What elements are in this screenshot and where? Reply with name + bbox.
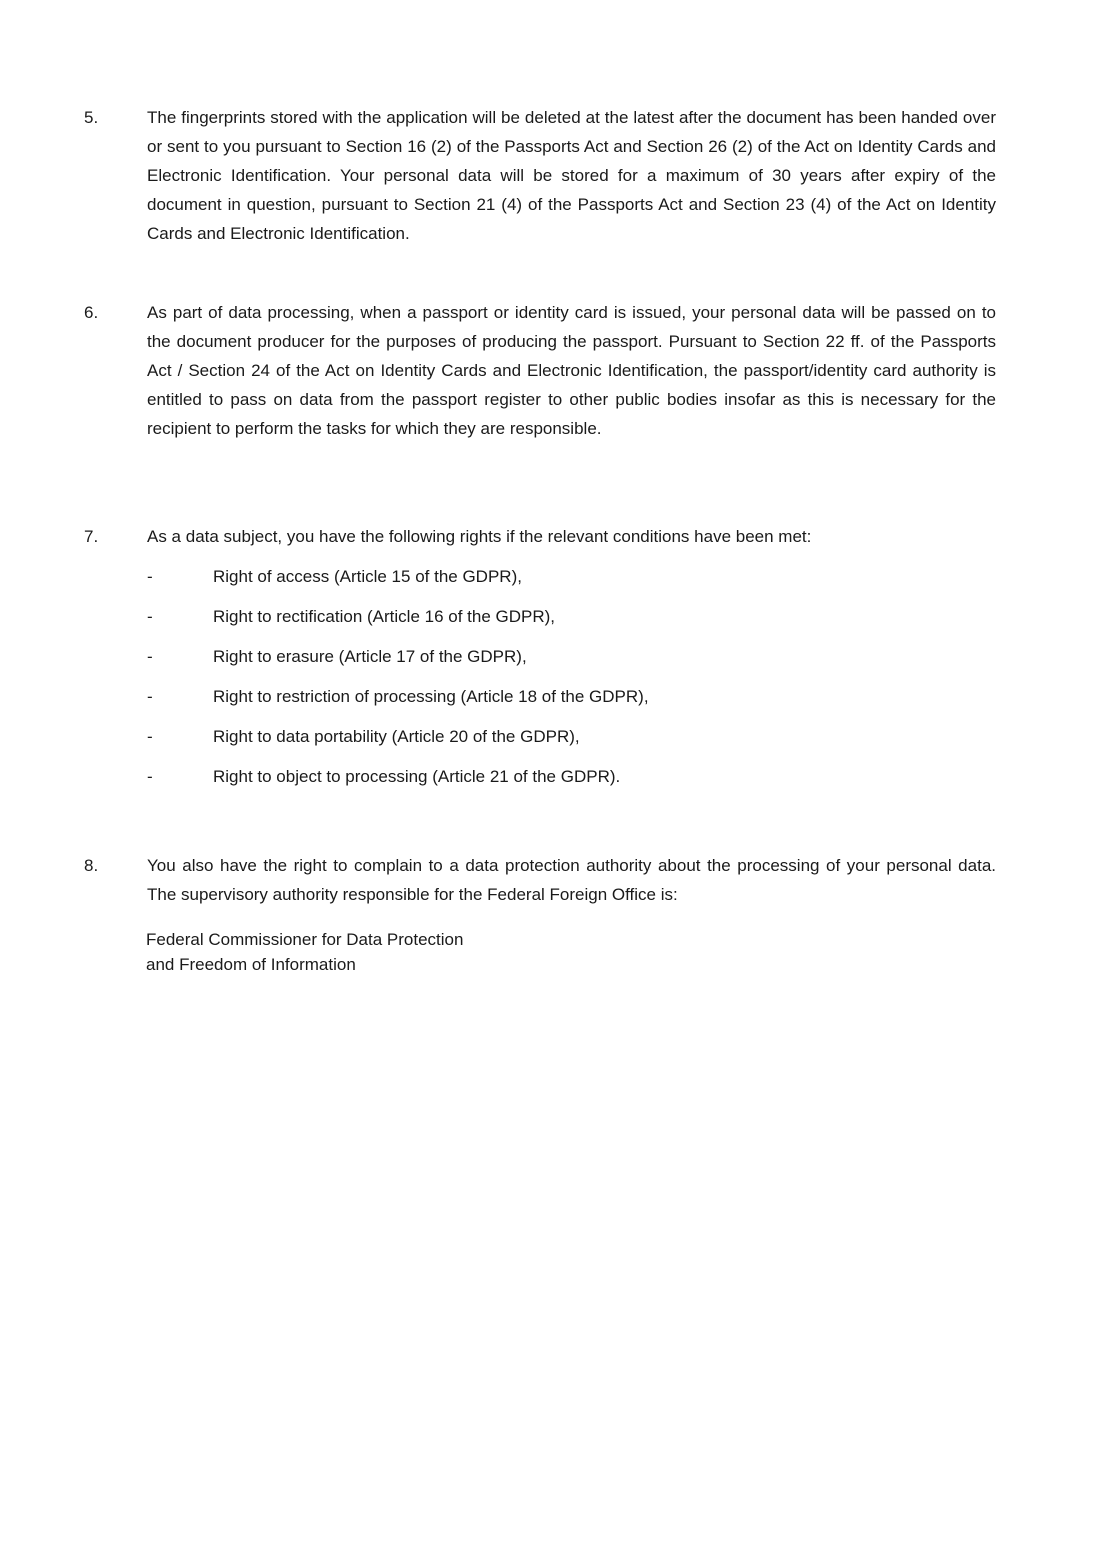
supervisory-authority-address <box>146 927 996 977</box>
bullet-dash: - <box>147 607 153 626</box>
section-intro: As a data subject, you have the following rights if the relevant conditions have been met: <box>147 527 812 546</box>
list-item <box>84 602 996 642</box>
right-to-data-portability: Right to data portability (Article 20 of the GDPR), <box>213 727 580 746</box>
right-to-restriction: Right to restriction of processing (Article 18 of the GDPR), <box>213 687 649 706</box>
section-number: 6. <box>84 303 99 322</box>
list-item <box>84 682 996 722</box>
list-item <box>84 642 996 682</box>
section-number: 7. <box>84 527 99 546</box>
section-number: 8. <box>84 856 99 875</box>
right-to-erasure: Right to erasure (Article 17 of the GDPR), <box>213 647 527 666</box>
address-line: Federal Commissioner for Data Protection <box>146 930 464 949</box>
bullet-dash: - <box>147 767 153 786</box>
section-8 <box>84 851 996 977</box>
address-line: and Freedom of Information <box>146 955 356 974</box>
rights-list <box>84 562 996 802</box>
section-paragraph: You also have the right to complain to a data protection authority about the processing of your personal data. The supervisory authority responsible for the Federal Foreign Office is: <box>147 856 996 904</box>
section-paragraph: As part of data processing, when a passport or identity card is issued, your personal data will be passed on to the document producer for the purposes of producing the passport. Pursuant to Section 22 ff. of the Passports Act / Section 24 of the Act on Identity Cards and Electronic Identification, the passport/identity card authority is entitled to pass on data from the passport register to other public bodies insofar as this is necessary for the recipient to perform the tasks for which they are responsible. <box>147 303 996 438</box>
section-7 <box>84 522 996 802</box>
section-number: 5. <box>84 108 99 127</box>
right-to-rectification: Right to rectification (Article 16 of the GDPR), <box>213 607 556 626</box>
right-of-access: Right of access (Article 15 of the GDPR), <box>213 567 522 586</box>
section-6 <box>84 298 996 443</box>
list-item <box>84 562 996 602</box>
section-paragraph: The fingerprints stored with the application will be deleted at the latest after the document has been handed over or sent to you pursuant to Section 16 (2) of the Passports Act and Section 26 (2) of the Act on Identity Cards and Electronic Identification. Your personal data will be stored for a maximum of 30 years after expiry of the document in question, pursuant to Section 21 (4) of the Passports Act and Section 23 (4) of the Act on Identity Cards and Electronic Identification. <box>147 108 996 243</box>
bullet-dash: - <box>147 567 153 586</box>
list-item <box>84 722 996 762</box>
right-to-object: Right to object to processing (Article 21 of the GDPR). <box>213 767 621 786</box>
bullet-dash: - <box>147 687 153 706</box>
bullet-dash: - <box>147 727 153 746</box>
bullet-dash: - <box>147 647 153 666</box>
list-item <box>84 762 996 802</box>
section-5 <box>84 103 996 248</box>
